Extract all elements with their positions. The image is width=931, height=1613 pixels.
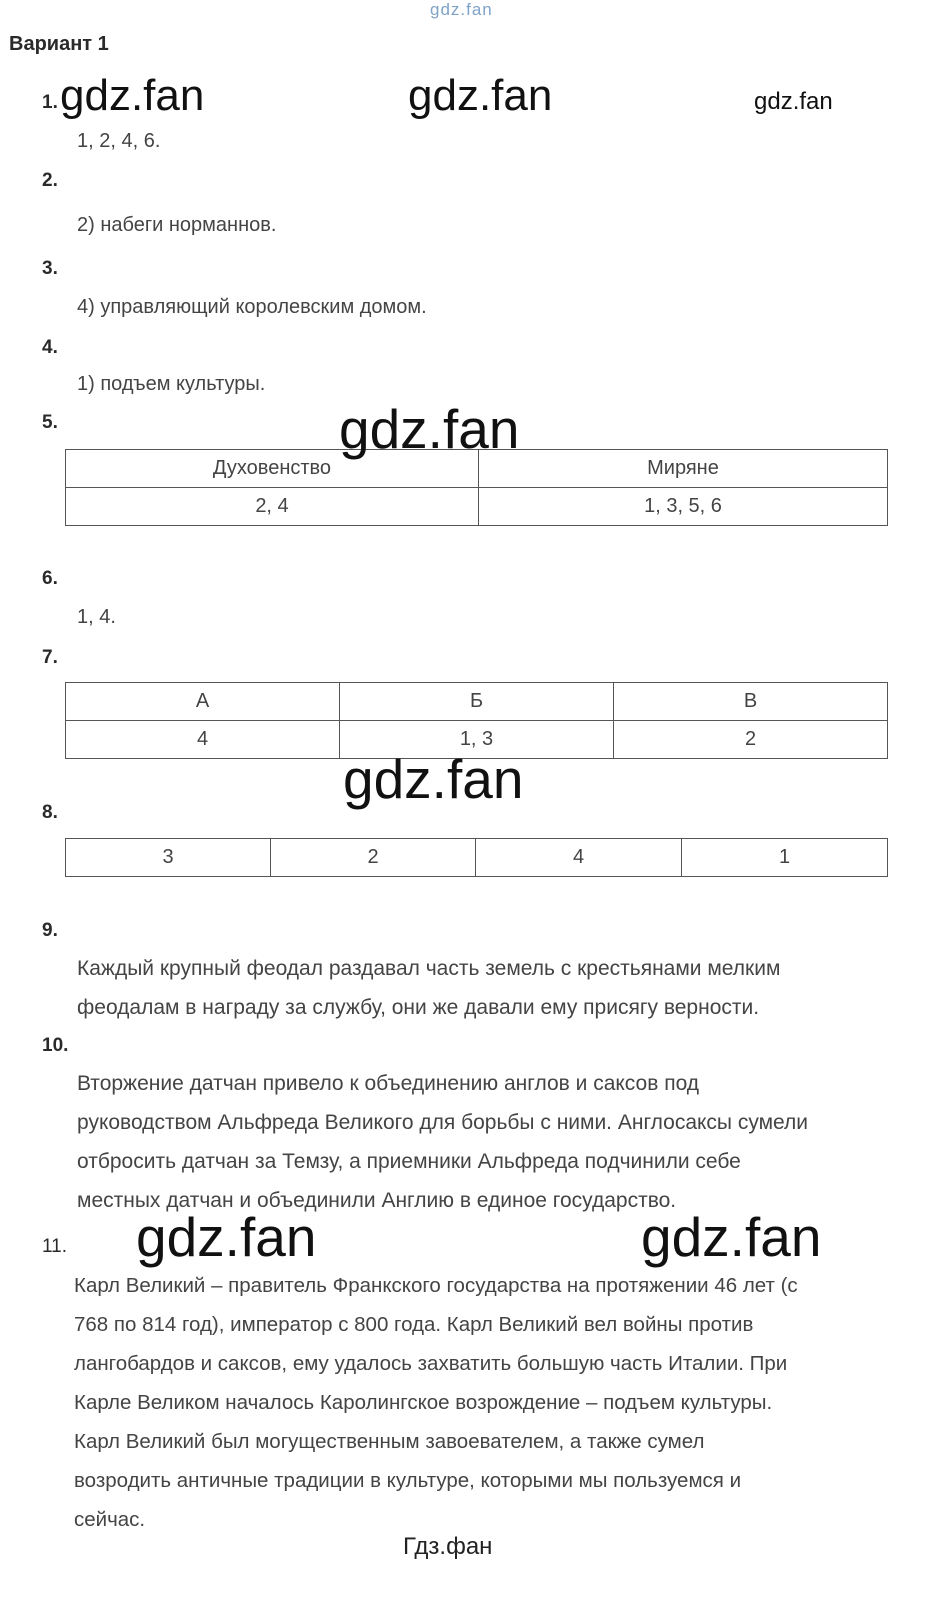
answer-line: возродить античные традиции в культуре, которыми мы пользуемся и [74,1469,742,1492]
answer-9 [77,949,780,1027]
question-number-8: 8. [42,802,58,823]
answer-line: Вторжение датчан привело к объединению англов и саксов под [77,1072,700,1095]
question-number-5: 5. [42,412,58,433]
answer-line: Карл Великий – правитель Франкского государства на протяжении 46 лет (с [74,1274,798,1297]
watermark: gdz.fan [641,1206,822,1268]
top-watermark: gdz.fan [430,0,493,19]
answer-4: 1) подъем культуры. [77,373,266,395]
footer-watermark: Гдз.фан [403,1533,493,1560]
watermark: gdz.fan [754,88,833,115]
table-header-cell: Б [340,683,614,721]
table-header-cell: А [66,683,340,721]
answer-line: отбросить датчан за Темзу, а приемники Альфреда подчинили себе [77,1150,741,1173]
question-number-11: 11. [42,1236,68,1257]
table-cell: 2 [614,721,888,759]
table-row [66,839,888,877]
watermark: gdz.fan [339,398,520,460]
answer-line: сейчас. [74,1508,146,1531]
answer-line: 768 по 814 год), император с 800 года. Карл Великий вел войны против [74,1313,754,1336]
answer-line: феодалам в награду за службу, они же давали ему присягу верности. [77,996,760,1019]
table-cell: 1, 3, 5, 6 [479,488,888,526]
watermark: gdz.fan [136,1206,317,1268]
answer-line: лангобардов и саксов, ему удалось захватить большую часть Италии. При [74,1352,788,1375]
table-cell: 2 [271,839,476,877]
table-cell: 4 [66,721,340,759]
table-cell: 2, 4 [66,488,479,526]
question-number-6: 6. [42,568,58,589]
answer-line: местных датчан и объединили Англию в единое государство. [77,1189,677,1212]
table-header-cell: Духовенство [66,450,479,488]
table-header-cell: В [614,683,888,721]
table-header-row [66,683,888,721]
table-cell: 1 [682,839,888,877]
answer-line: Карл Великий был могущественным завоевателем, а также сумел [74,1430,705,1453]
table-cell: 1, 3 [340,721,614,759]
answer-line: Каждый крупный феодал раздавал часть земель с крестьянами мелким [77,957,781,980]
answer-11 [74,1266,798,1539]
variant-title: Вариант 1 [9,33,109,55]
watermark: gdz.fan [60,71,205,120]
question-number-7: 7. [42,647,58,668]
answer-2: 2) набеги норманнов. [77,214,277,236]
answer-line: Карле Великом началось Каролингское возрождение – подъем культуры. [74,1391,773,1414]
answer-1: 1, 2, 4, 6. [77,130,161,152]
answer-10 [77,1064,808,1220]
answer-3: 4) управляющий королевским домом. [77,296,427,318]
question-number-2: 2. [42,170,58,191]
question-number-3: 3. [42,258,58,279]
question-number-10: 10. [42,1035,69,1056]
answer-6: 1, 4. [77,606,116,628]
answer-line: руководством Альфреда Великого для борьбы с ними. Англосаксы сумели [77,1111,809,1134]
table-row [66,488,888,526]
table-q8 [65,838,888,877]
watermark: gdz.fan [343,748,524,810]
question-number-1: 1. [42,92,58,113]
table-cell: 4 [476,839,682,877]
table-cell: 3 [66,839,271,877]
watermark: gdz.fan [408,71,553,120]
question-number-9: 9. [42,920,58,941]
question-number-4: 4. [42,337,58,358]
table-header-cell: Миряне [479,450,888,488]
